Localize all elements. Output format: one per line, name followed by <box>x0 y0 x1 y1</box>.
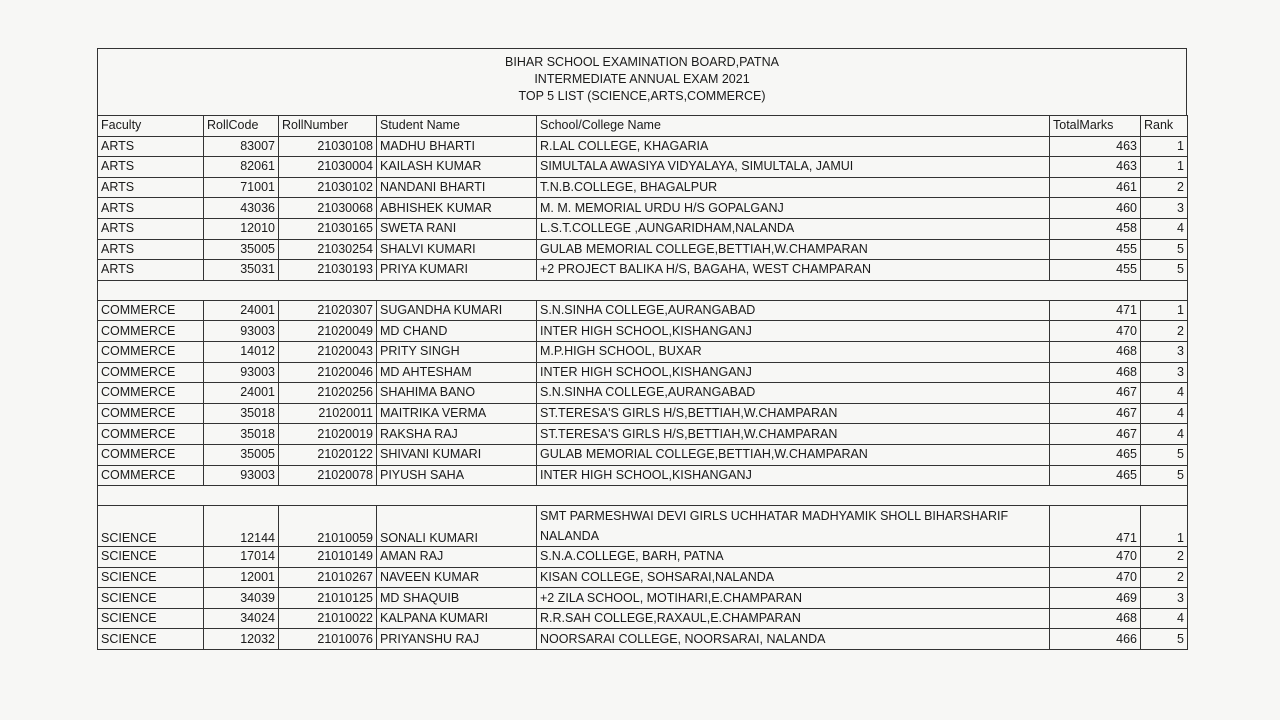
table-row <box>98 424 1188 445</box>
arts-section <box>98 136 1188 280</box>
student-name-cell: MAITRIKA VERMA <box>377 403 537 424</box>
total-marks-cell: 458 <box>1050 218 1141 239</box>
rank-cell: 2 <box>1141 177 1188 198</box>
rollnumber-cell: 21030068 <box>279 198 377 219</box>
table-row <box>98 506 1188 547</box>
total-marks-cell: 471 <box>1050 506 1141 547</box>
school-name-cell: S.N.SINHA COLLEGE,AURANGABAD <box>537 383 1050 404</box>
faculty-cell: COMMERCE <box>98 341 204 362</box>
faculty-cell: SCIENCE <box>98 629 204 650</box>
table-row <box>98 136 1188 157</box>
student-name-cell: SWETA RANI <box>377 218 537 239</box>
rollcode-cell: 17014 <box>204 547 279 568</box>
table-row <box>98 547 1188 568</box>
school-name-cell: SMT PARMESHWAI DEVI GIRLS UCHHATAR MADHYAMIK SHOLL BIHARSHARIF NALANDA <box>537 506 1050 547</box>
rank-cell: 2 <box>1141 567 1188 588</box>
rank-cell: 5 <box>1141 239 1188 260</box>
table-row <box>98 608 1188 629</box>
rollcode-cell: 93003 <box>204 321 279 342</box>
school-name-cell: ST.TERESA'S GIRLS H/S,BETTIAH,W.CHAMPARAN <box>537 424 1050 445</box>
table-row <box>98 588 1188 609</box>
rollnumber-cell: 21030254 <box>279 239 377 260</box>
rank-cell: 1 <box>1141 506 1188 547</box>
total-marks-cell: 470 <box>1050 321 1141 342</box>
table-row <box>98 567 1188 588</box>
rollnumber-cell: 21010267 <box>279 567 377 588</box>
rank-cell: 1 <box>1141 157 1188 178</box>
student-name-cell: PIYUSH SAHA <box>377 465 537 486</box>
rollcode-cell: 83007 <box>204 136 279 157</box>
faculty-cell: ARTS <box>98 239 204 260</box>
rollnumber-cell: 21030004 <box>279 157 377 178</box>
table-row <box>98 321 1188 342</box>
rollcode-cell: 14012 <box>204 341 279 362</box>
rollcode-cell: 34039 <box>204 588 279 609</box>
rollnumber-cell: 21010149 <box>279 547 377 568</box>
school-name-cell: S.N.A.COLLEGE, BARH, PATNA <box>537 547 1050 568</box>
total-marks-cell: 467 <box>1050 383 1141 404</box>
rank-cell: 3 <box>1141 341 1188 362</box>
total-marks-cell: 455 <box>1050 239 1141 260</box>
spacer-cell <box>98 280 1188 300</box>
section-gap <box>98 486 1188 506</box>
student-name-cell: MADHU BHARTI <box>377 136 537 157</box>
table-row <box>98 260 1188 281</box>
faculty-cell: COMMERCE <box>98 300 204 321</box>
student-name-cell: MD CHAND <box>377 321 537 342</box>
rollnumber-cell: 21010059 <box>279 506 377 547</box>
school-name-cell: INTER HIGH SCHOOL,KISHANGANJ <box>537 465 1050 486</box>
total-marks-cell: 468 <box>1050 341 1141 362</box>
rank-cell: 2 <box>1141 547 1188 568</box>
faculty-cell: SCIENCE <box>98 547 204 568</box>
table-row <box>98 177 1188 198</box>
total-marks-cell: 463 <box>1050 157 1141 178</box>
rollnumber-cell: 21020307 <box>279 300 377 321</box>
student-name-cell: SHIVANI KUMARI <box>377 444 537 465</box>
rollcode-cell: 93003 <box>204 465 279 486</box>
total-marks-cell: 467 <box>1050 403 1141 424</box>
rank-cell: 4 <box>1141 403 1188 424</box>
faculty-cell: COMMERCE <box>98 383 204 404</box>
total-marks-cell: 460 <box>1050 198 1141 219</box>
faculty-cell: COMMERCE <box>98 424 204 445</box>
total-marks-cell: 461 <box>1050 177 1141 198</box>
faculty-cell: SCIENCE <box>98 588 204 609</box>
rank-cell: 4 <box>1141 608 1188 629</box>
board-title: BIHAR SCHOOL EXAMINATION BOARD,PATNA <box>505 55 779 69</box>
faculty-cell: SCIENCE <box>98 567 204 588</box>
school-name-cell: INTER HIGH SCHOOL,KISHANGANJ <box>537 321 1050 342</box>
student-name-cell: NANDANI BHARTI <box>377 177 537 198</box>
rollcode-cell: 12032 <box>204 629 279 650</box>
result-sheet <box>97 48 1187 650</box>
faculty-cell: COMMERCE <box>98 321 204 342</box>
rollnumber-cell: 21020011 <box>279 403 377 424</box>
rank-cell: 4 <box>1141 383 1188 404</box>
table-row <box>98 403 1188 424</box>
rollcode-cell: 35031 <box>204 260 279 281</box>
rollnumber-cell: 21010125 <box>279 588 377 609</box>
rank-cell: 1 <box>1141 300 1188 321</box>
student-name-cell: MD SHAQUIB <box>377 588 537 609</box>
rollnumber-cell: 21010022 <box>279 608 377 629</box>
spacer-row <box>98 280 1188 300</box>
total-marks-cell: 466 <box>1050 629 1141 650</box>
rank-cell: 3 <box>1141 198 1188 219</box>
total-marks-cell: 467 <box>1050 424 1141 445</box>
rank-cell: 2 <box>1141 321 1188 342</box>
rollcode-cell: 35018 <box>204 403 279 424</box>
rollnumber-cell: 21030165 <box>279 218 377 239</box>
table-row <box>98 383 1188 404</box>
faculty-cell: ARTS <box>98 218 204 239</box>
total-marks-cell: 465 <box>1050 465 1141 486</box>
student-name-cell: SONALI KUMARI <box>377 506 537 547</box>
student-name-cell: PRITY SINGH <box>377 341 537 362</box>
rollnumber-header: RollNumber <box>279 116 377 137</box>
rollnumber-cell: 21030108 <box>279 136 377 157</box>
rollnumber-cell: 21020046 <box>279 362 377 383</box>
table-row <box>98 444 1188 465</box>
total-marks-cell: 468 <box>1050 608 1141 629</box>
faculty-cell: SCIENCE <box>98 608 204 629</box>
rollcode-cell: 12144 <box>204 506 279 547</box>
total-marks-cell: 455 <box>1050 260 1141 281</box>
faculty-cell: COMMERCE <box>98 465 204 486</box>
rollnumber-cell: 21020049 <box>279 321 377 342</box>
rank-cell: 5 <box>1141 444 1188 465</box>
total-marks-cell: 463 <box>1050 136 1141 157</box>
student-name-cell: SUGANDHA KUMARI <box>377 300 537 321</box>
student-name-cell: MD AHTESHAM <box>377 362 537 383</box>
faculty-cell: ARTS <box>98 157 204 178</box>
rollnumber-cell: 21030193 <box>279 260 377 281</box>
rank-cell: 5 <box>1141 465 1188 486</box>
student-name-cell: PRIYANSHU RAJ <box>377 629 537 650</box>
rank-cell: 1 <box>1141 136 1188 157</box>
faculty-cell: ARTS <box>98 260 204 281</box>
school-name-cell: L.S.T.COLLEGE ,AUNGARIDHAM,NALANDA <box>537 218 1050 239</box>
table-row <box>98 465 1188 486</box>
school-name-cell: M. M. MEMORIAL URDU H/S GOPALGANJ <box>537 198 1050 219</box>
faculty-cell: ARTS <box>98 136 204 157</box>
student-name-cell: SHALVI KUMARI <box>377 239 537 260</box>
school-name-header: School/College Name <box>537 116 1050 137</box>
total-marks-cell: 471 <box>1050 300 1141 321</box>
rollcode-cell: 82061 <box>204 157 279 178</box>
rollcode-cell: 34024 <box>204 608 279 629</box>
faculty-header: Faculty <box>98 116 204 137</box>
school-name-cell: INTER HIGH SCHOOL,KISHANGANJ <box>537 362 1050 383</box>
total-marks-cell: 470 <box>1050 567 1141 588</box>
table-row <box>98 218 1188 239</box>
faculty-cell: ARTS <box>98 177 204 198</box>
total-marks-cell: 470 <box>1050 547 1141 568</box>
student-name-cell: PRIYA KUMARI <box>377 260 537 281</box>
list-title: TOP 5 LIST (SCIENCE,ARTS,COMMERCE) <box>518 89 766 103</box>
student-name-cell: RAKSHA RAJ <box>377 424 537 445</box>
school-name-cell: M.P.HIGH SCHOOL, BUXAR <box>537 341 1050 362</box>
table-row <box>98 629 1188 650</box>
table-row <box>98 341 1188 362</box>
rank-cell: 3 <box>1141 362 1188 383</box>
school-name-cell: GULAB MEMORIAL COLLEGE,BETTIAH,W.CHAMPARAN <box>537 239 1050 260</box>
rollcode-cell: 71001 <box>204 177 279 198</box>
rollcode-cell: 43036 <box>204 198 279 219</box>
rank-cell: 4 <box>1141 218 1188 239</box>
rank-cell: 5 <box>1141 260 1188 281</box>
rank-cell: 4 <box>1141 424 1188 445</box>
table-header-row <box>98 116 1188 137</box>
rollcode-header: RollCode <box>204 116 279 137</box>
school-name-cell: ST.TERESA'S GIRLS H/S,BETTIAH,W.CHAMPARAN <box>537 403 1050 424</box>
school-name-cell: +2 ZILA SCHOOL, MOTIHARI,E.CHAMPARAN <box>537 588 1050 609</box>
rank-cell: 5 <box>1141 629 1188 650</box>
commerce-section <box>98 300 1188 485</box>
student-name-cell: ABHISHEK KUMAR <box>377 198 537 219</box>
student-name-cell: KAILASH KUMAR <box>377 157 537 178</box>
total-marks-header: TotalMarks <box>1050 116 1141 137</box>
rollcode-cell: 35018 <box>204 424 279 445</box>
total-marks-cell: 469 <box>1050 588 1141 609</box>
table-row <box>98 362 1188 383</box>
faculty-cell: COMMERCE <box>98 362 204 383</box>
rollnumber-cell: 21030102 <box>279 177 377 198</box>
total-marks-cell: 468 <box>1050 362 1141 383</box>
faculty-cell: COMMERCE <box>98 444 204 465</box>
rollnumber-cell: 21020122 <box>279 444 377 465</box>
toppers-table <box>97 115 1188 650</box>
sheet-header <box>97 48 1187 115</box>
faculty-cell: SCIENCE <box>98 506 204 547</box>
student-name-cell: AMAN RAJ <box>377 547 537 568</box>
rollnumber-cell: 21020043 <box>279 341 377 362</box>
school-name-cell: GULAB MEMORIAL COLLEGE,BETTIAH,W.CHAMPARAN <box>537 444 1050 465</box>
student-name-cell: KALPANA KUMARI <box>377 608 537 629</box>
rollcode-cell: 12001 <box>204 567 279 588</box>
rollcode-cell: 35005 <box>204 239 279 260</box>
rollcode-cell: 24001 <box>204 383 279 404</box>
school-name-cell: KISAN COLLEGE, SOHSARAI,NALANDA <box>537 567 1050 588</box>
student-name-cell: SHAHIMA BANO <box>377 383 537 404</box>
faculty-cell: COMMERCE <box>98 403 204 424</box>
rollcode-cell: 93003 <box>204 362 279 383</box>
rank-header: Rank <box>1141 116 1188 137</box>
rollnumber-cell: 21020256 <box>279 383 377 404</box>
rollnumber-cell: 21010076 <box>279 629 377 650</box>
section-gap <box>98 280 1188 300</box>
table-row <box>98 157 1188 178</box>
school-name-cell: NOORSARAI COLLEGE, NOORSARAI, NALANDA <box>537 629 1050 650</box>
student-name-header: Student Name <box>377 116 537 137</box>
student-name-cell: NAVEEN KUMAR <box>377 567 537 588</box>
exam-title: INTERMEDIATE ANNUAL EXAM 2021 <box>534 72 750 86</box>
school-name-cell: +2 PROJECT BALIKA H/S, BAGAHA, WEST CHAMPARAN <box>537 260 1050 281</box>
spacer-cell <box>98 486 1188 506</box>
table-row <box>98 300 1188 321</box>
total-marks-cell: 465 <box>1050 444 1141 465</box>
school-name-cell: R.R.SAH COLLEGE,RAXAUL,E.CHAMPARAN <box>537 608 1050 629</box>
rollnumber-cell: 21020019 <box>279 424 377 445</box>
table-row <box>98 239 1188 260</box>
school-name-cell: S.N.SINHA COLLEGE,AURANGABAD <box>537 300 1050 321</box>
school-name-cell: R.LAL COLLEGE, KHAGARIA <box>537 136 1050 157</box>
rollnumber-cell: 21020078 <box>279 465 377 486</box>
rank-cell: 3 <box>1141 588 1188 609</box>
science-section <box>98 506 1188 650</box>
school-name-cell: T.N.B.COLLEGE, BHAGALPUR <box>537 177 1050 198</box>
spacer-row <box>98 486 1188 506</box>
rollcode-cell: 12010 <box>204 218 279 239</box>
rollcode-cell: 35005 <box>204 444 279 465</box>
faculty-cell: ARTS <box>98 198 204 219</box>
rollcode-cell: 24001 <box>204 300 279 321</box>
table-row <box>98 198 1188 219</box>
school-name-cell: SIMULTALA AWASIYA VIDYALAYA, SIMULTALA, JAMUI <box>537 157 1050 178</box>
